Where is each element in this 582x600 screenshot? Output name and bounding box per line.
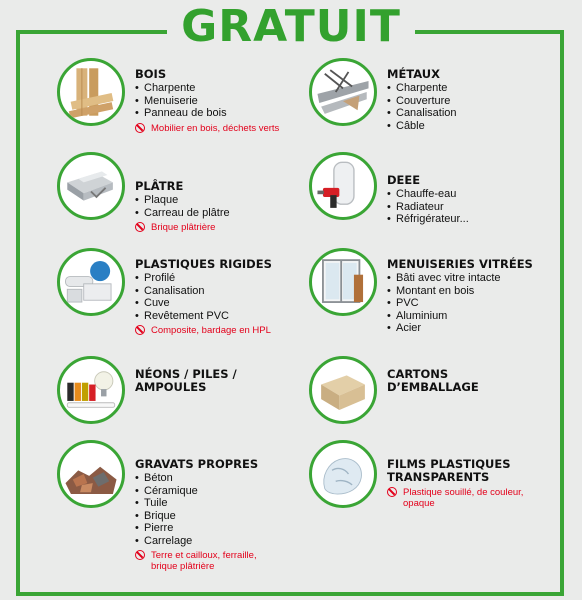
category-name: FILMS PLASTIQUES TRANSPARENTS — [387, 457, 511, 484]
list-item: • Carrelage — [135, 535, 310, 548]
list-item: • Canalisation — [387, 107, 562, 120]
window-icon — [309, 248, 377, 316]
list-item: • Charpente — [135, 82, 310, 95]
category-name: MÉTAUX — [387, 67, 441, 81]
list-item: • Brique — [135, 510, 310, 523]
exclusion-note: Brique plâtrière — [135, 222, 310, 233]
title-banner — [0, 2, 582, 52]
metal-icon — [309, 58, 377, 126]
list-item: • Chauffe-eau — [387, 188, 562, 201]
list-item: • Plaque — [135, 194, 310, 207]
exclusion-note: Composite, bardage en HPL — [135, 325, 310, 336]
list-item: • Aluminium — [387, 310, 562, 323]
cardboard-box-icon — [309, 356, 377, 424]
plastic-film-icon — [309, 440, 377, 508]
forbidden-icon — [135, 222, 145, 232]
list-item: • Acier — [387, 322, 562, 335]
list-item: • Charpente — [387, 82, 562, 95]
list-item: • Béton — [135, 472, 310, 485]
list-item: • Radiateur — [387, 201, 562, 214]
list-item: • Céramique — [135, 485, 310, 498]
list-item: • Montant en bois — [387, 285, 562, 298]
list-item: • Câble — [387, 120, 562, 133]
forbidden-icon — [135, 123, 145, 133]
category-name: BOIS — [135, 67, 167, 81]
exclusion-note: Terre et cailloux, ferraille, brique plâtrière — [135, 550, 310, 572]
category-name: DEEE — [387, 173, 421, 187]
page-title: GRATUIT — [167, 2, 415, 52]
exclusion-note: Mobilier en bois, déchets verts — [135, 123, 310, 134]
list-item: • Revêtement PVC — [135, 310, 310, 323]
appliance-icon — [309, 152, 377, 220]
category-name: NÉONS / PILES / AMPOULES — [135, 367, 237, 394]
forbidden-icon — [135, 550, 145, 560]
list-item: • Panneau de bois — [135, 107, 310, 120]
forbidden-icon — [135, 325, 145, 335]
list-item: • Tuile — [135, 497, 310, 510]
wood-icon — [57, 58, 125, 126]
category-name: PLASTIQUES RIGIDES — [135, 257, 272, 271]
battery-bulb-icon — [57, 356, 125, 424]
list-item: • Canalisation — [135, 285, 310, 298]
category-name: CARTONS D’EMBALLAGE — [387, 367, 479, 394]
list-item: • Pierre — [135, 522, 310, 535]
exclusion-note: Plastique souillé, de couleur, opaque — [387, 487, 562, 509]
list-item: • PVC — [387, 297, 562, 310]
list-item: • Réfrigérateur... — [387, 213, 562, 226]
list-item: • Cuve — [135, 297, 310, 310]
list-item: • Couverture — [387, 95, 562, 108]
list-item: • Profilé — [135, 272, 310, 285]
list-item: • Bâti avec vitre intacte — [387, 272, 562, 285]
category-name: MENUISERIES VITRÉES — [387, 257, 533, 271]
plastic-pipe-icon — [57, 248, 125, 316]
category-name: PLÂTRE — [135, 179, 184, 193]
forbidden-icon — [387, 487, 397, 497]
plaster-icon — [57, 152, 125, 220]
rubble-icon — [57, 440, 125, 508]
list-item: • Menuiserie — [135, 95, 310, 108]
list-item: • Carreau de plâtre — [135, 207, 310, 220]
category-name: GRAVATS PROPRES — [135, 457, 259, 471]
